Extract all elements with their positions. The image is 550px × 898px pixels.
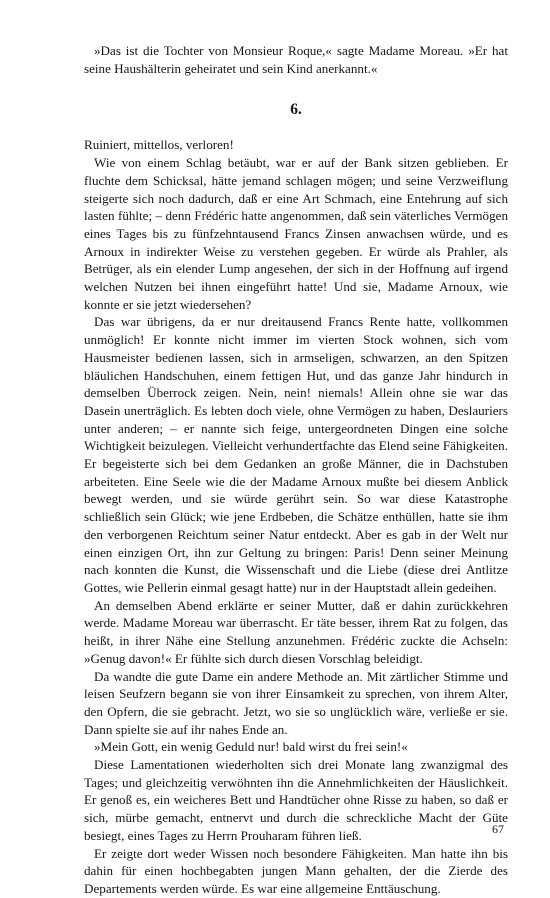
page-number: 67	[492, 822, 504, 836]
paragraph: Da wandte die gute Dame ein andere Methode an. Mit zärtlicher Stimme und leisen Seufzern begann sie von ihrer Einsamkeit zu sprechen, von ihrem Alter, den Opfern, die sie gebracht. Jetzt, wo sie so unglücklich wäre, verließe er sie. Dann spielte sie auf ihr nahes Ende an.	[84, 668, 508, 737]
paragraph: Diese Lamentationen wiederholten sich drei Monate lang zwanzigmal des Tages; und gleichzeitig verwöhnten ihn die Annehmlichkeiten der Häuslichkeit. Er genoß es, ein weicheres Bett und Handtücher ohne Risse zu haben, so daß er sich, mürbe gemacht, entnervt und durch die schreckliche Macht der Güte besiegt, eines Tages zu Herrn Prouharam führen ließ.	[84, 757, 508, 843]
paragraph: Wie von einem Schlag betäubt, war er auf der Bank sitzen geblieben. Er fluchte dem Schicksal, hätte jemand schlagen mögen; und seine Verzweiflung steigerte sich noch dadurch, daß er eine Art Schmach, eine Entehrung auf sich lasten fühlte; – denn Frédéric hatte angenommen, daß sein väterliches Vermögen eines Tages bis zu fünfzehntausend Francs Zinsen anwachsen würde, und es Arnoux in indirekter Weise zu verstehen gegeben. Er würde als Prahler, als Betrüger, als ein elender Lump angesehen, der sich in der Hoffnung auf irgend welchen Nutzen bei ihnen eingeführt hatte! Und sie, Madame Arnoux, wie konnte er sie jetzt wiedersehen?	[84, 155, 508, 312]
chapter-heading: 6.	[290, 101, 302, 119]
book-page	[84, 42, 508, 898]
paragraph: An demselben Abend erklärte er seiner Mutter, daß er dahin zurückkehren werde. Madame Moreau war überrascht. Er täte besser, ihrem Rat zu folgen, das heißt, in ihrer Nähe eine Stellung anzunehmen. Frédéric zuckte die Achseln: »Genug davon!« Er fühlte sich durch diesen Vorschlag beleidigt.	[84, 597, 508, 666]
chapter-first-line: Ruiniert, mittellos, verloren!	[84, 137, 234, 153]
opening-paragraph: »Das ist die Tochter von Monsieur Roque,« sagte Madame Moreau. »Er hat seine Haushälterin geheiratet und sein Kind anerkannt.«	[84, 43, 508, 76]
quoted-line: »Mein Gott, ein wenig Geduld nur! bald wirst du frei sein!«	[94, 739, 408, 755]
paragraph: Er zeigte dort weder Wissen noch besondere Fähigkeiten. Man hatte ihn bis dahin für einen hochbegabten jungen Mann gehalten, der die Zierde des Departements werden würde. Es war eine allgemeine Enttäuschung.	[84, 845, 508, 896]
paragraph: Das war übrigens, da er nur dreitausend Francs Rente hatte, vollkommen unmöglich! Er konnte nicht immer im vierten Stock wohnen, sich vom Hausmeister bedienen lassen, sich in armseligen, schwarzen, an den Spitzen bläulichen Handschuhen, einem fettigen Hut, und das ganze Jahr hindurch in demselben Überrock zeigen. Nein, nein! niemals! Allein ohne sie war das Dasein unerträglich. Es lebten doch viele, ohne Vermögen zu haben, Deslauriers unter anderen; – er nannte sich feige, untergeordneten Dingen eine solche Wichtigkeit beizulegen. Vielleicht verhundertfachte das Elend seine Fähigkeiten. Er begeisterte sich bei dem Gedanken an große Männer, die in Dachstuben arbeiteten. Eine Seele wie die der Madame Arnoux mußte bei diesem Anblick bewegt werden, und sie würde gerührt sein. So war diese Katastrophe schließlich sein Glück; wie jene Erdbeben, die Schätze enthüllen, hatte sie ihm den verborgenen Reichtum seiner Natur entdeckt. Aber es gab in der Welt nur einen einzigen Ort, ihn zur Geltung zu bringen: Paris! Denn seiner Meinung nach konnten die Kunst, die Wissenschaft und die Liebe (diese drei Antlitze Gottes, wie Pellerin einmal gesagt hatte) nur in der Hauptstadt allein gedeihen.	[84, 314, 508, 595]
